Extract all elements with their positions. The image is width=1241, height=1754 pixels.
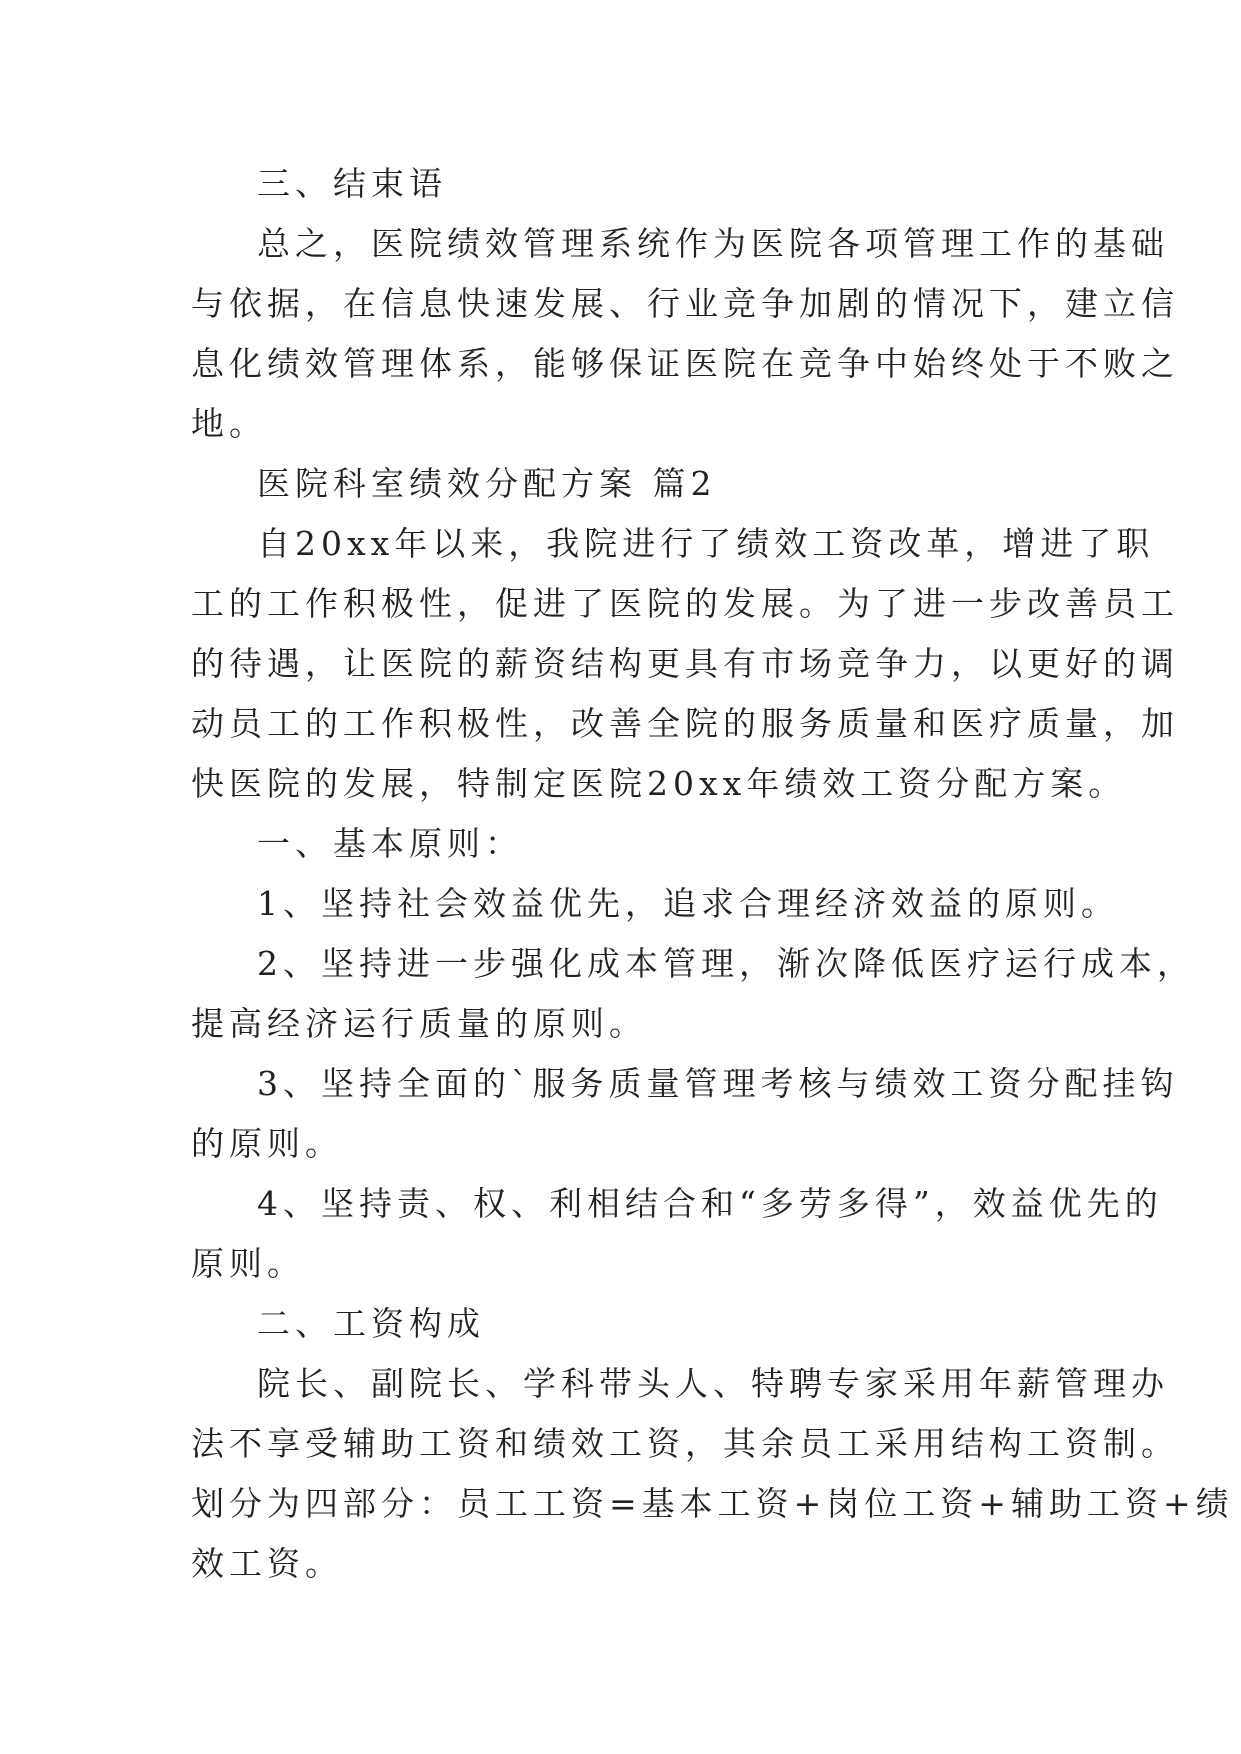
- paragraph-line: 与依据，在信息快速发展、行业竞争加剧的情况下，建立信: [191, 284, 1179, 323]
- paragraph-line: 总之，医院绩效管理系统作为医院各项管理工作的基础: [257, 224, 1169, 263]
- paragraph-line: 法不享受辅助工资和绩效工资，其余员工采用结构工资制。: [191, 1424, 1179, 1463]
- document-body: [191, 154, 1234, 1594]
- paragraph-line: 院长、副院长、学科带头人、特聘专家采用年薪管理办: [257, 1364, 1169, 1403]
- section-heading-principles: 一、基本原则：: [257, 824, 523, 863]
- list-item: 1、坚持社会效益优先，追求合理经济效益的原则。: [257, 884, 1119, 923]
- paragraph-line: 动员工的工作积极性，改善全院的服务质量和医疗质量，加: [191, 704, 1179, 743]
- list-item: 3、坚持全面的`服务质量管理考核与绩效工资分配挂钩: [257, 1064, 1179, 1103]
- list-item-continuation: 提高经济运行质量的原则。: [191, 1004, 647, 1043]
- list-item-continuation: 的原则。: [191, 1124, 343, 1163]
- section-heading-conclusion: 三、结束语: [257, 164, 447, 203]
- paragraph-line: 工的工作积极性，促进了医院的发展。为了进一步改善员工: [191, 584, 1179, 623]
- paragraph-line: 划分为四部分：员工工资=基本工资+岗位工资+辅助工资+绩: [191, 1484, 1234, 1523]
- paragraph-line: 自20xx年以来，我院进行了绩效工资改革，增进了职: [257, 524, 1155, 563]
- paragraph-line: 地。: [191, 404, 267, 443]
- paragraph-line: 的待遇，让医院的薪资结构更具有市场竞争力，以更好的调: [191, 644, 1179, 683]
- list-item: 2、坚持进一步强化成本管理，渐次降低医疗运行成本，: [257, 944, 1195, 983]
- paragraph-line: 快医院的发展，特制定医院20xx年绩效工资分配方案。: [191, 764, 1127, 803]
- list-item-continuation: 原则。: [191, 1244, 305, 1283]
- paragraph-line: 效工资。: [191, 1544, 343, 1583]
- list-item: 4、坚持责、权、利相结合和“多劳多得”，效益优先的: [257, 1184, 1163, 1223]
- section-heading-salary: 二、工资构成: [257, 1304, 485, 1343]
- paragraph-line: 息化绩效管理体系，能够保证医院在竞争中始终处于不败之: [191, 344, 1179, 383]
- article-title: 医院科室绩效分配方案 篇2: [257, 464, 717, 503]
